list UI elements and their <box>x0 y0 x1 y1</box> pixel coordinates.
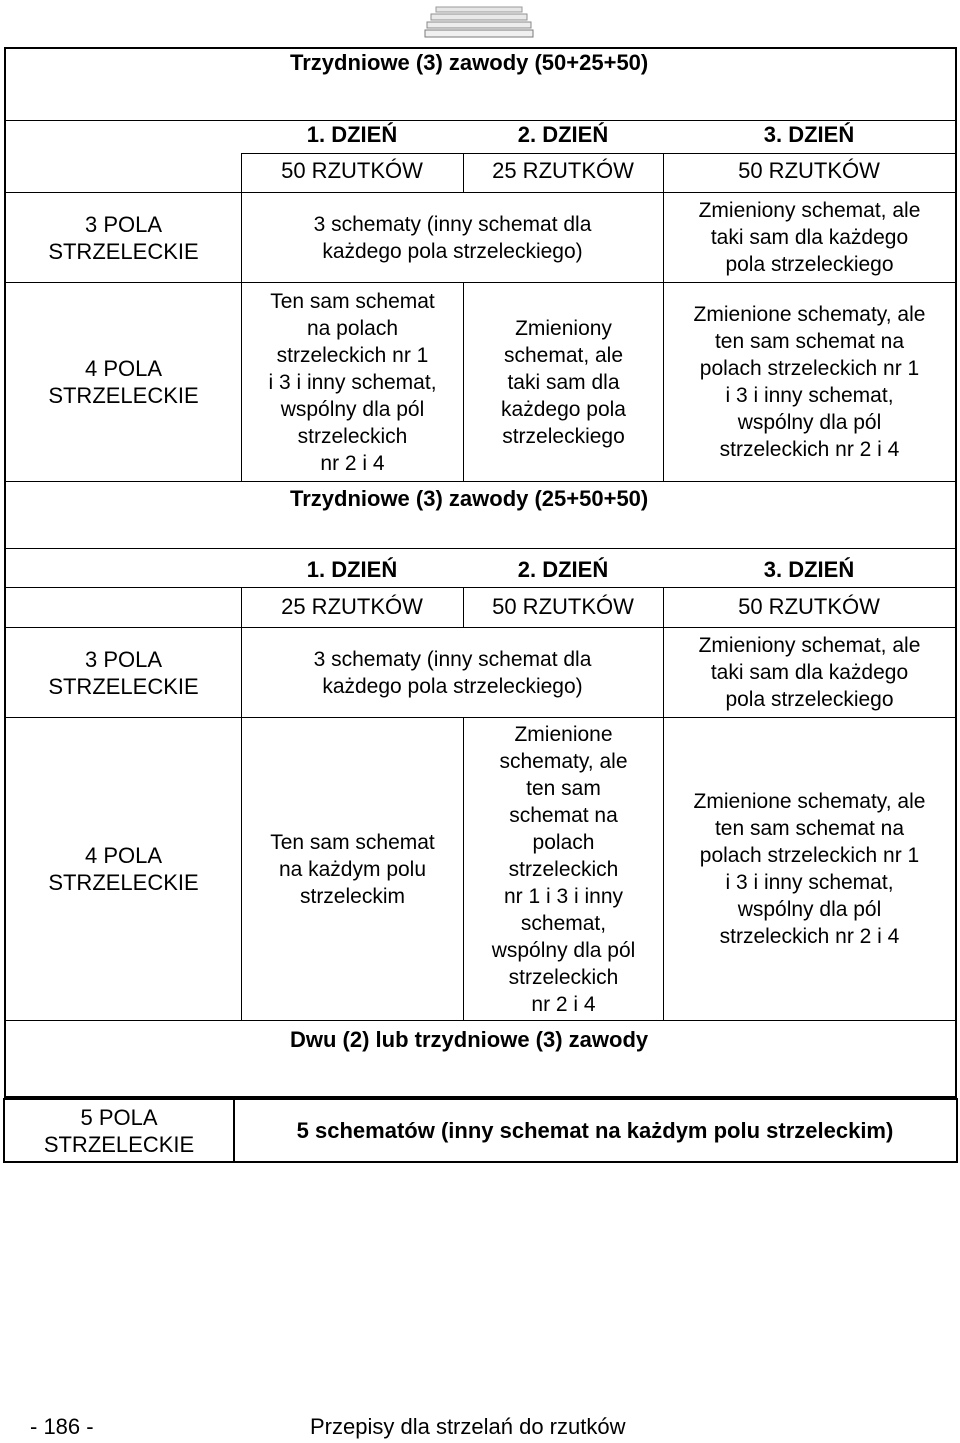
section3-title: Dwu (2) lub trzydniowe (3) zawody <box>290 1027 649 1052</box>
s2-rule-days <box>4 587 957 588</box>
s2-throws-3: 50 RZUTKÓW <box>738 594 880 619</box>
footer-title: Przepisy dla strzelań do rzutków <box>310 1414 626 1439</box>
s1-row2-label: 4 POLA STRZELECKIE <box>48 356 199 408</box>
s1-throws-3: 50 RZUTKÓW <box>738 158 880 183</box>
s2-row2-cell-day2: Zmienione schematy, ale ten sam schemat na polach strzeleckich nr 1 i 3 i inny schemat, wspólny dla pól strzeleckich nr 2 i 4 <box>491 722 636 1016</box>
s1-rule-throws <box>241 153 957 154</box>
s2-throws-2: 50 RZUTKÓW <box>492 594 634 619</box>
s2-day-3: 3. DZIEŃ <box>763 557 855 582</box>
s2-throws-1: 25 RZUTKÓW <box>281 594 423 619</box>
s1-day-2: 2. DZIEŃ <box>517 122 609 147</box>
frame-right <box>955 47 957 1097</box>
s1-day-1: 1. DZIEŃ <box>306 122 398 147</box>
section1-title: Trzydniowe (3) zawody (50+25+50) <box>290 50 649 75</box>
section2-title: Trzydniowe (3) zawody (25+50+50) <box>290 486 649 511</box>
s3-label: 5 POLA STRZELECKIE <box>43 1104 195 1157</box>
s1-row2-cell-day2: Zmieniony schemat, ale taki sam dla każdego pola strzeleckiego <box>501 316 626 448</box>
s2-day-1: 1. DZIEŃ <box>306 557 398 582</box>
s1-rule-section-end <box>4 548 957 549</box>
s2-row1-cell-days12: 3 schematy (inny schemat dla każdego pola strzeleckiego) <box>313 647 592 698</box>
s2-day-2: 2. DZIEŃ <box>517 557 609 582</box>
frame-top <box>4 47 957 49</box>
s2-row2-cell-day1: Ten sam schemat na każdym polu strzeleckim <box>270 830 435 908</box>
s2-row2-label: 4 POLA STRZELECKIE <box>48 843 199 895</box>
s1-throws-2: 25 RZUTKÓW <box>492 158 634 183</box>
s1-row2-cell-day3: Zmienione schematy, ale ten sam schemat na polach strzeleckich nr 1 i 3 i inny schemat, wspólny dla pól strzeleckich nr 2 i 4 <box>693 303 926 461</box>
s1-row1-cell-days12: 3 schematy (inny schemat dla każdego pola strzeleckiego) <box>313 212 592 263</box>
s2-rule-row-end <box>4 1020 957 1021</box>
s1-row1-label: 3 POLA STRZELECKIE <box>48 211 199 264</box>
s1-day-3: 3. DZIEŃ <box>763 122 855 147</box>
s1-rule-row-end <box>4 481 957 482</box>
s3-text: 5 schematów (inny schemat na każdym polu strzeleckim) <box>296 1117 894 1143</box>
page-number: - 186 - <box>30 1414 94 1439</box>
s1-row1-cell-day3: Zmieniony schemat, ale taki sam dla każdego pola strzeleckiego <box>698 199 921 276</box>
s2-row1-label: 3 POLA STRZELECKIE <box>48 646 199 699</box>
s2-row2-cell-day3: Zmienione schematy, ale ten sam schemat na polach strzeleckich nr 1 i 3 i inny schemat, wspólny dla pól strzeleckich nr 2 i 4 <box>693 790 926 948</box>
s1-throws-1: 50 RZUTKÓW <box>281 158 423 183</box>
s1-row2-cell-day1: Ten sam schemat na polach strzeleckich nr 1 i 3 i inny schemat, wspólny dla pól strzeleckich nr 2 i 4 <box>268 289 437 475</box>
header-logo <box>424 4 534 40</box>
s1-rule-days <box>4 120 957 121</box>
s2-row1-cell-day3: Zmieniony schemat, ale taki sam dla każdego pola strzeleckiego <box>698 634 921 711</box>
